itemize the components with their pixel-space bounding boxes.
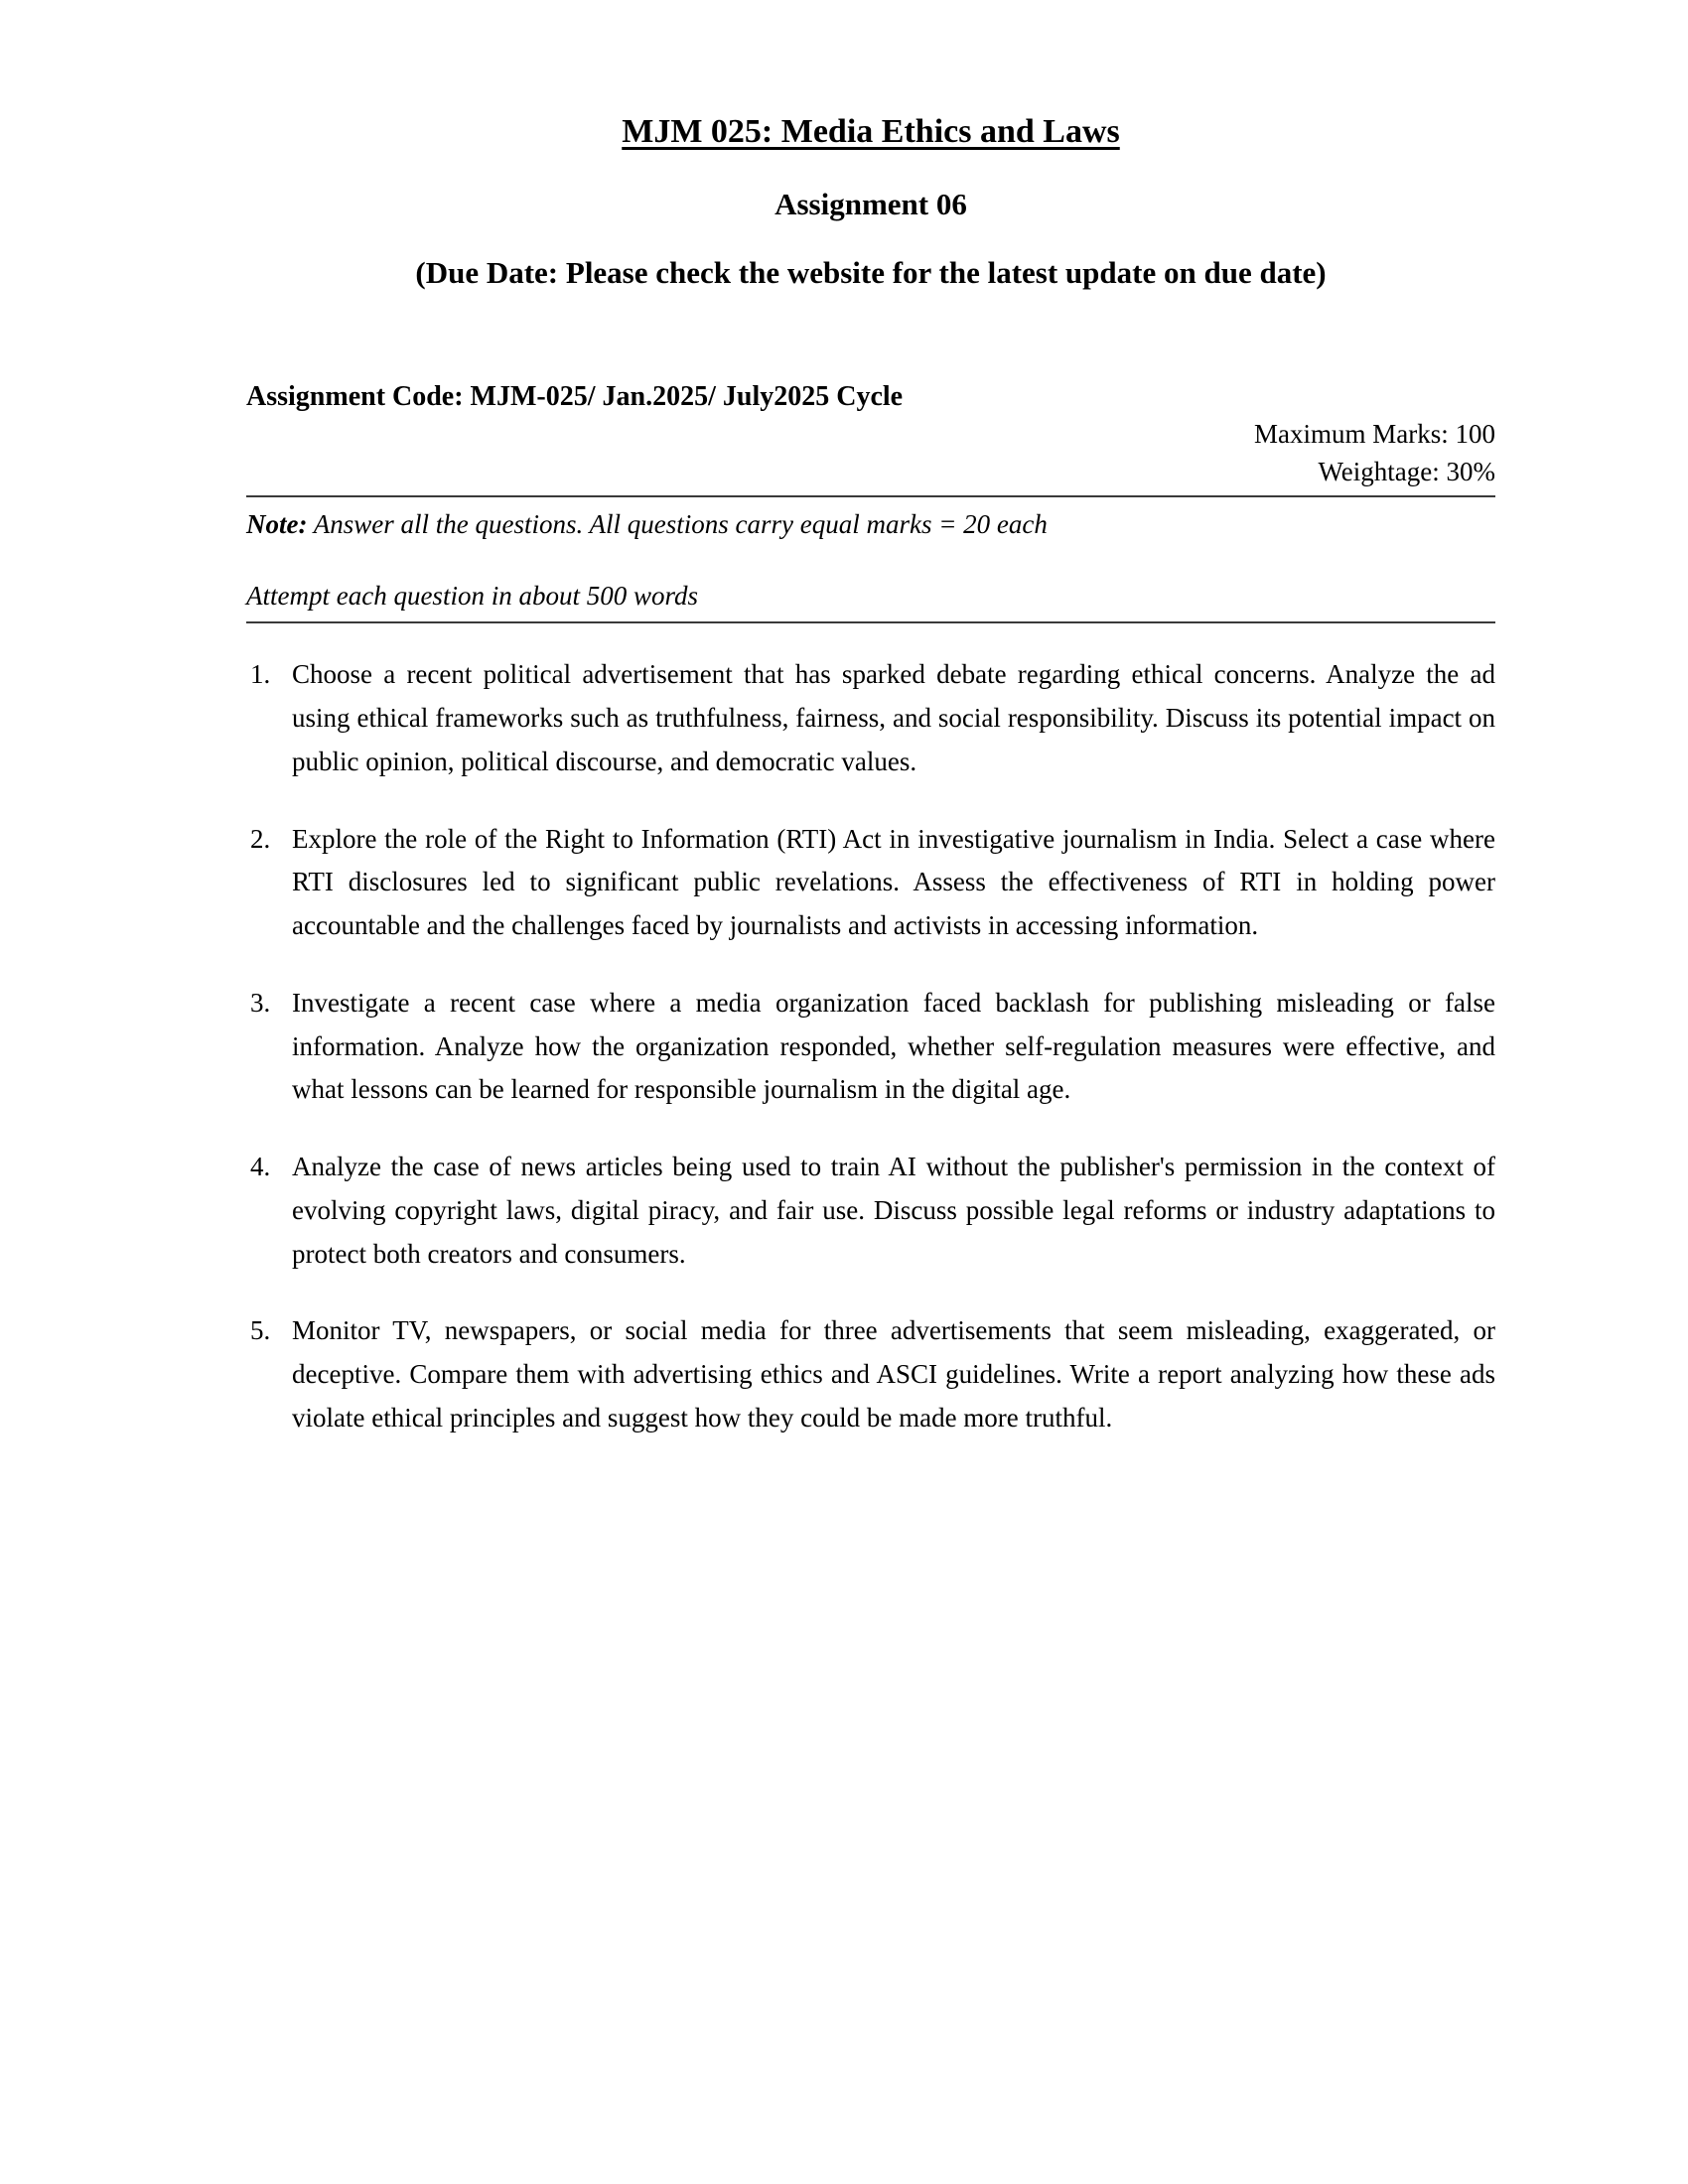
question-text: Analyze the case of news articles being used to train AI without the publisher's permission in the context of evolving copyright laws, digital piracy, and fair use. Discuss possible legal reforms or industry adaptations to protect both creators and consumers. xyxy=(292,1152,1495,1269)
attempt-instruction: Attempt each question in about 500 words xyxy=(246,580,698,611)
list-item xyxy=(246,982,1495,1112)
question-text: Monitor TV, newspapers, or social media for three advertisements that seem misleading, exaggerated, or deceptive. Compare them with advertising ethics and ASCI guidelines. Write a report analyzing how these ads violate ethical principles and suggest how they could be made more truthful. xyxy=(292,1315,1495,1433)
page-title-text: MJM 025: Media Ethics and Laws xyxy=(622,113,1120,150)
question-number: 4. xyxy=(250,1152,271,1182)
question-number: 2. xyxy=(250,823,271,854)
question-text: Investigate a recent case where a media organization faced backlash for publishing misleading or false information. Analyze how the organization responded, whether self-regulation measures were effective, and what lessons can be learned for responsible journalism in the digital age. xyxy=(292,987,1495,1105)
note-line xyxy=(246,497,1495,542)
page-title xyxy=(246,0,1495,154)
question-list xyxy=(246,623,1495,1439)
question-text: Choose a recent political advertisement that has sparked debate regarding ethical concerns. Analyze the ad using ethical frameworks such as truthfulness, fairness, and social responsibility. Discuss its potential impact on public opinion, political discourse, and democratic values. xyxy=(292,659,1495,776)
weightage: Weightage: 30% xyxy=(1318,456,1495,486)
note-label: Note: xyxy=(246,508,308,539)
list-item xyxy=(246,1309,1495,1439)
question-number: 5. xyxy=(250,1315,271,1346)
due-date-heading: (Due Date: Please check the website for the latest update on due date) xyxy=(415,254,1327,290)
list-item xyxy=(246,653,1495,783)
assignment-number-heading: Assignment 06 xyxy=(774,186,967,221)
question-number: 3. xyxy=(250,987,271,1018)
list-item xyxy=(246,1146,1495,1276)
assignment-meta-block xyxy=(246,291,1495,624)
assignment-code: Assignment Code: MJM-025/ Jan.2025/ July2025 Cycle xyxy=(246,380,904,412)
list-item xyxy=(246,818,1495,948)
question-text: Explore the role of the Right to Information (RTI) Act in investigative journalism in India. Select a case where RTI disclosures led to significant public revelations. Assess the effectiveness of RTI in holding power accountable and the challenges faced by journalists and activists in accessing information. xyxy=(292,823,1495,941)
maximum-marks: Maximum Marks: 100 xyxy=(1254,419,1495,450)
note-body: Answer all the questions. All questions carry equal marks = 20 each xyxy=(307,508,1048,539)
document-content xyxy=(246,0,1495,1473)
question-number: 1. xyxy=(250,659,271,690)
